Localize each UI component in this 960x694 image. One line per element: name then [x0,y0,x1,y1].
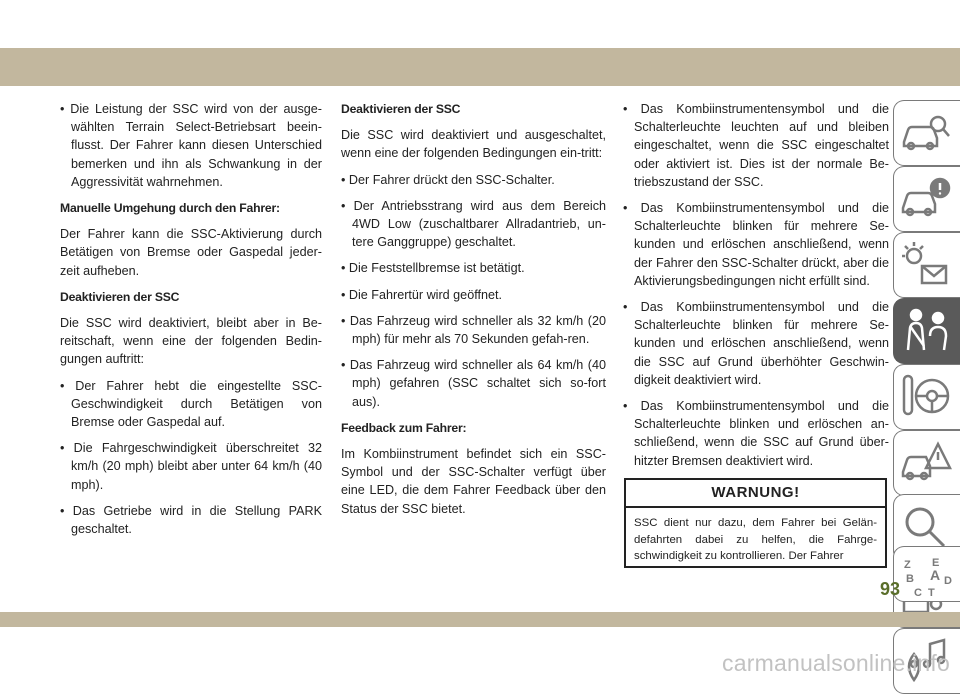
tab-lights-message[interactable] [893,232,960,298]
warning-box [624,478,887,568]
bullet-speed-32: • Das Fahrzeug wird schneller als 32 km/h (20 mph) für mehr als 70 Sekunden gefah-ren. [341,313,606,347]
warning-text: SSC dient nur dazu, dem Fahrer bei Gelän-defahrten dabei zu helfen, die Fahrge-schwindigkeit zu kontrollieren. Der Fahrer [634,517,877,562]
hazard-warning-icon [900,438,952,488]
bullet-driver-override: • Der Fahrer hebt die eingestellte SSC-Geschwindigkeit durch Betätigen von Bremse oder Gaspedal auf. [60,378,322,430]
watermark: carmanualsonline.info [722,650,950,676]
column-3 [623,100,889,478]
bullet-lights-on: • Das Kombiinstrumentensymbol und die Schalterleuchte leuchten auf und bleiben eingeschaltet, wenn die SSC eingeschaltet oder aktiviert ist. Dies ist der normale Be-triebszustand der SSC. [623,102,889,189]
bullet-4wd-low: • Der Antriebsstrang wird aus dem Bereich 4WD Low (zuschaltbarer Allradantrieb, un-tere Ganggruppe) geschaltet. [341,198,606,250]
bullet-blink-overspeed: • Das Kombiinstrumentensymbol und die Schalterleuchte blinken für mehrere Se-kunden und erlöschen anschließend, wenn die SSC auf Grund überhöhter Geschwin-digkeit deaktiviert wird. [623,300,889,387]
search-icon [900,502,952,552]
index-letter: E [932,557,940,569]
index-letter: A [930,567,941,583]
index-letter: C [914,587,922,599]
page-number: 93 [879,579,900,599]
index-letters-icon [900,554,954,600]
bullet-switch-pressed: • Der Fahrer drückt den SSC-Schalter. [341,172,555,187]
bullet-park: • Das Getriebe wird in die Stellung PARK geschaltet. [60,503,322,537]
bullet-blink-brakes: • Das Kombiinstrumentensymbol und die Schalterleuchte blinken und erlöschen an-schließend, wenn die SSC auf Grund über-hitzter Bremsen deaktiviert wird. [623,399,889,468]
deactivate-off-intro: Die SSC wird deaktiviert und ausgeschaltet, wenn eine der folgenden Bedingungen ein-tritt: [341,128,606,161]
index-letter: B [906,573,914,585]
bullet-driver-door: • Die Fahrertür wird geöffnet. [341,287,502,302]
key-steering-icon [900,372,952,422]
column-2 [341,100,606,526]
header-band [0,48,960,86]
heading-deactivate-standby: Deaktivieren der SSC [60,289,180,304]
index-letter: T [928,587,935,599]
deactivate-standby-text: Die SSC wird deaktiviert, bleibt aber in Be-reitschaft, wenn eine der folgenden Bedin-gungen auftritt: [60,316,322,367]
heading-feedback: Feedback zum Fahrer: [341,420,467,435]
page-top-margin [0,0,960,48]
car-search-icon [900,108,952,158]
column-1 [60,100,322,546]
lights-message-icon [900,240,952,290]
bullet-speed-64: • Das Fahrzeug wird schneller als 64 km/h (40 mph) gefahren (SSC schaltet sich so-fort aus). [341,358,606,409]
seatbelt-airbag-icon [900,306,952,356]
tab-seatbelt-airbag[interactable] [893,298,960,364]
feedback-text: Im Kombiinstrument befindet sich ein SSC-Symbol und der SSC-Schalter verfügt über eine LED, die dem Fahrer Feedback über den Status der SSC bietet. [341,447,606,516]
bullet-blink-conditions: • Das Kombiinstrumentensymbol und die Schalterleuchte blinken für mehrere Se-kunden und erlöschen anschließend, wenn der Fahrer den SSC-Schalter drückt, aber die Aktivierungsbedingungen nicht erfüllt sind. [623,201,889,288]
tab-index[interactable] [893,546,960,602]
bullet-parking-brake: • Die Feststellbremse ist betätigt. [341,261,525,276]
car-info-icon [900,174,952,224]
tab-key-steering[interactable] [893,364,960,430]
index-letter: D [944,575,952,587]
tab-car-search[interactable] [893,100,960,166]
manual-override-text: Der Fahrer kann die SSC-Aktivierung durch Betätigen von Bremse oder Gaspedal jeder-zeit aufheben. [60,227,322,278]
tab-car-info[interactable] [893,166,960,232]
footer-band [0,612,960,627]
index-letter: Z [904,559,911,571]
warning-title: WARNUNG! [626,480,885,508]
heading-manual-override: Manuelle Umgehung durch den Fahrer: [60,201,280,216]
heading-deactivate-off: Deaktivieren der SSC [341,102,461,116]
tab-hazard-warning[interactable] [893,430,960,496]
bullet-speed-range: • Die Fahrgeschwindigkeit überschreitet 32 km/h (20 mph) bleibt aber unter 64 km/h (40 mph). [60,441,322,492]
bullet-terrain-select: • Die Leistung der SSC wird von der ausge-wählten Terrain Select-Betriebsart beein-flusst. Der Fahrer kann diesen Unterschied bemerken und ihn als Schwankung in der Aggressivität wahrnehmen. [60,102,322,189]
